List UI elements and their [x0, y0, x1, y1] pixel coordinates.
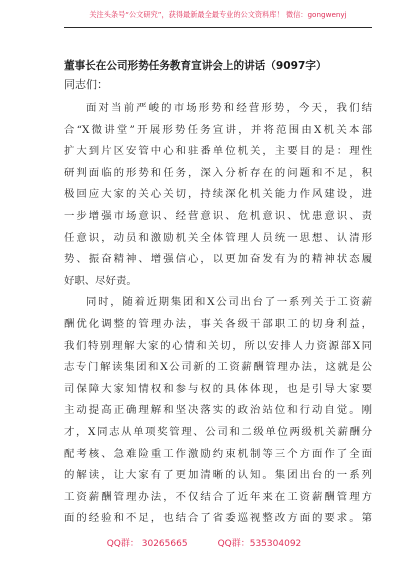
text-line: 工资薪酬管理办法，不仅结合了近年来在工资薪酬管理方: [64, 490, 372, 503]
text-line: 志专门解读集团和X公司新的工资薪酬管理办法，这就是公: [64, 361, 372, 374]
paragraph-2: [64, 292, 372, 530]
header-banner: 关注头条号“公文研究”，获得最新最全最专业的公文资料库！ 微信：gongwenyj: [89, 10, 347, 19]
document-title: 董事长在公司形势任务教育宣讲会上的讲话（9097字）: [64, 60, 327, 72]
text-line: 司保障大家知情权和参与权的具体体现，也是引导大家要: [64, 382, 372, 395]
footer: [0, 538, 408, 550]
text-line: 势、振奋精神、增强信心，以更加奋发有为的精神状态履: [64, 253, 372, 266]
paragraph-1: [64, 98, 372, 292]
text-line: 的解读，让大家有了更加清晰的认知。集团出台的一系列: [64, 469, 372, 482]
text-line: 同时，随着近期集团和X公司出台了一系列关于工资薪: [86, 296, 372, 309]
text-line: 配考核、急难险重工作激励约束机制等三个方面作了全面: [64, 447, 372, 460]
footer-qq-group-2: QQ群：535304092: [217, 539, 302, 549]
text-line: 面对当前严峻的市场形势和经营形势，今天，我们结: [86, 102, 372, 114]
text-line: 面的经验和不足，也结合了省委巡视整改方面的要求。第: [64, 512, 372, 525]
header-rule: [64, 27, 372, 28]
text-line: 好职、尽好责。: [64, 274, 137, 287]
text-line: 一步增强市场意识、经营意识、危机意识、忧患意识、责: [64, 209, 372, 222]
text-line: 酬优化调整的管理办法，事关各级干部职工的切身利益，: [64, 317, 372, 330]
text-line: 主动提高正确理解和坚决落实的政治站位和行动自觉。刚: [64, 404, 372, 417]
text-line: 才，X同志从单项奖管理、公司和二级单位两级机关薪酬分: [64, 425, 372, 438]
footer-qq-group-1: QQ群： 30265665: [106, 539, 188, 549]
text-line: 研判面临的形势和任务，深入分析存在的问题和不足，积: [64, 166, 372, 179]
text-line: 任意识，动员和激励机关全体管理人员统一思想、认清形: [64, 231, 372, 244]
salutation: 同志们：: [64, 78, 108, 91]
text-line: 极回应大家的关心关切，持续深化机关能力作风建设，进: [64, 188, 372, 201]
text-line: 合“X微讲堂”开展形势任务宣讲，并将范围由X机关本部: [64, 123, 372, 136]
text-line: 我们特别理解大家的心情和关切，所以安排人力资源部X同: [64, 339, 372, 352]
document-body: [64, 98, 372, 530]
text-line: 扩大到片区安管中心和驻番单位机关，主要目的是：理性: [64, 145, 372, 158]
